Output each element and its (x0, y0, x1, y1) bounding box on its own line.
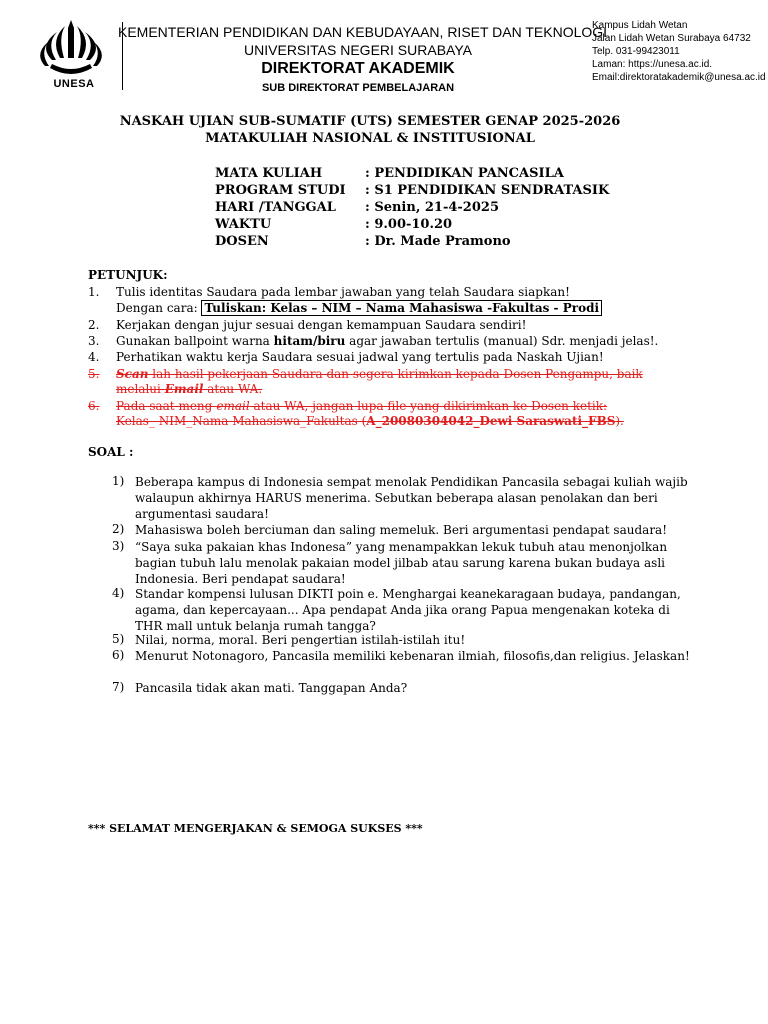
instruction-text: Tulis identitas Saudara pada lembar jawaban yang telah Saudara siapkan! (116, 285, 570, 299)
question-number: 4) (112, 586, 125, 600)
question-number: 7) (112, 680, 125, 694)
instruction-text: lah hasil pekerjaan Saudara dan segera kirimkan kepada Dosen Pengampu, baik (148, 367, 643, 381)
instruction-number: 4. (88, 350, 100, 364)
question-text: Menurut Notonagoro, Pancasila memiliki kebenaran ilmiah, filosofis,dan religius. Jelaskan! (135, 649, 690, 663)
instruction-emphasis: Email (164, 382, 204, 396)
question-text: Mahasiswa boleh berciuman dan saling memeluk. Beri argumentasi pendapat saudara! (135, 523, 668, 537)
instruction-number: 5. (88, 367, 100, 381)
instruction-number: 3. (88, 334, 100, 348)
instruction-text: Dengan cara: (116, 301, 198, 315)
file-name-example: A_20080304042_Dewi Saraswati_FBS (366, 414, 616, 428)
instruction-text: ). (615, 414, 624, 428)
instruction-number: 6. (88, 399, 100, 413)
contact-block (592, 19, 766, 84)
info-row (215, 166, 564, 181)
instruction-text: Perhatikan waktu kerja Saudara sesuai jadwal yang tertulis pada Naskah Ujian! (116, 350, 604, 364)
info-row (215, 234, 511, 249)
info-label: WAKTU (215, 217, 272, 232)
question-number: 5) (112, 632, 125, 646)
instruction-emphasis: Scan (116, 367, 149, 381)
question-text: Nilai, norma, moral. Beri pengertian istilah-istilah itu! (135, 633, 466, 647)
contact-website: Laman: https://unesa.ac.id. (592, 59, 713, 70)
contact-phone: Telp. 031-99423011 (592, 46, 680, 57)
question-text: “Saya suka pakaian khas Indonesa” yang menampakkan lekuk tubuh atau menonjolkan bagian tubuh lalu menolak pakaian model jilbab atau sarung karena bukan budaya asli Indonesia. Beri pendapat saudara! (135, 540, 668, 586)
info-value: : Dr. Made Pramono (365, 234, 511, 249)
instruction-number: 1. (88, 285, 100, 299)
instruction-emphasis: hitam/biru (273, 334, 346, 348)
instructions-heading: PETUNJUK: (88, 268, 168, 282)
info-row (215, 200, 499, 215)
info-row (215, 183, 609, 198)
info-label: MATA KULIAH (215, 166, 323, 181)
exam-title: NASKAH UJIAN SUB-SUMATIF (UTS) SEMESTER GENAP 2025-2026 (119, 114, 621, 129)
instruction-text: Kelas_ NIM_Nama Mahasiswa_Fakultas ( (116, 414, 367, 428)
question-text: Pancasila tidak akan mati. Tanggapan Anda? (135, 681, 408, 695)
info-value: : S1 PENDIDIKAN SENDRATASIK (365, 183, 610, 198)
info-value: : PENDIDIKAN PANCASILA (365, 166, 564, 181)
identity-format-box: Tuliskan: Kelas – NIM – Nama Mahasiswa -Fakultas - Prodi (201, 300, 602, 316)
closing-message: *** SELAMAT MENGERJAKAN & SEMOGA SUKSES *** (88, 822, 423, 835)
question-text: Standar kompensi lulusan DIKTI poin e. Menghargai keanekaragaan budaya, pandangan, agama, dan kepercayaan... Apa pendapat Anda jika orang Papua mengenakan koteka di THR mall untuk belanja rumah tangga? (135, 587, 681, 633)
instruction-text: Pada saat meng- (116, 399, 217, 413)
instruction-text: agar jawaban tertulis (manual) Sdr. menjadi jelas!. (345, 334, 659, 348)
question-text: Beberapa kampus di Indonesia sempat menolak Pendidikan Pancasila sebagai kuliah wajib walaupun akhirnya HARUS menerima. Sebutkan beberapa alasan penolakan dan beri argumentasi saudara! (135, 475, 688, 521)
instruction-number: 2. (88, 318, 100, 332)
info-label: DOSEN (215, 234, 269, 249)
question-number: 2) (112, 522, 125, 536)
university-name: UNIVERSITAS NEGERI SURABAYA (244, 42, 472, 58)
instruction-text: atau WA. (203, 382, 263, 396)
info-value: : Senin, 21-4-2025 (365, 200, 499, 215)
contact-address: Jalan Lidah Wetan Surabaya 64732 (592, 33, 751, 44)
contact-email: Email:direktoratakademik@unesa.ac.id (592, 72, 766, 83)
instruction-text: Kerjakan dengan jujur sesuai dengan kemampuan Saudara sendiri! (116, 318, 527, 332)
contact-campus: Kampus Lidah Wetan (592, 20, 688, 31)
questions-heading: SOAL : (88, 445, 134, 459)
info-value: : 9.00-10.20 (365, 217, 453, 232)
question-number: 6) (112, 648, 125, 662)
instruction-emphasis: email (216, 399, 250, 413)
info-label: PROGRAM STUDI (215, 183, 346, 198)
question-number: 1) (112, 474, 125, 488)
exam-subtitle: MATAKULIAH NASIONAL & INSTITUSIONAL (205, 131, 535, 146)
directorate-name: DIREKTORAT AKADEMIK (261, 60, 455, 77)
ministry-name: KEMENTERIAN PENDIDIKAN DAN KEBUDAYAAN, RISET DAN TEKNOLOGI (118, 24, 608, 40)
logo-text: UNESA (53, 78, 95, 90)
subdirectorate-name: SUB DIREKTORAT PEMBELAJARAN (261, 82, 455, 94)
question-number: 3) (112, 539, 125, 553)
instruction-text: Gunakan ballpoint warna (116, 334, 274, 348)
instruction-text: melalui (116, 382, 165, 396)
info-label: HARI /TANGGAL (215, 200, 336, 215)
instruction-text: atau WA, jangan lupa file yang dikirimkan ke Dosen ketik: (249, 399, 608, 413)
info-row (215, 217, 452, 232)
